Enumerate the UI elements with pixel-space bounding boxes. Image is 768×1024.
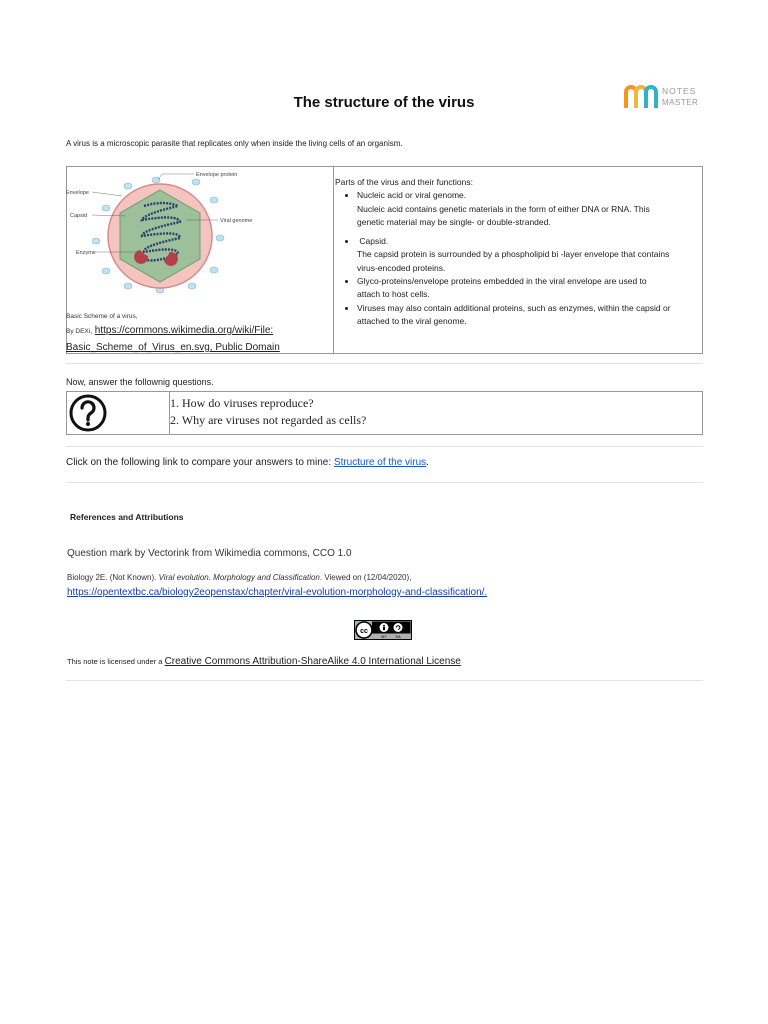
bio-suffix: . Viewed on (12/04/2020),	[319, 573, 412, 582]
list-item	[357, 189, 700, 229]
enzyme-2: attached to the viral genome.	[357, 315, 467, 326]
license-line	[67, 656, 461, 667]
enzyme-1: Viruses may also contain additional proteins, such as enzymes, within the capsid or	[357, 302, 671, 313]
list-item	[357, 235, 700, 275]
nucleic-body-2: genetic material may be single- or double-stranded.	[357, 216, 551, 227]
question-mark-attribution: Question mark by Vectorink from Wikimedia commons, CCO 1.0	[67, 548, 352, 559]
capsid-body-1: The capsid protein is surrounded by a phospholipid bi -layer envelope that contains	[357, 249, 670, 260]
svg-text:cc: cc	[360, 627, 368, 635]
glyco-1: Glyco-proteins/envelope proteins embedded in the viral envelope are used to	[357, 276, 647, 287]
questions-table	[66, 391, 703, 435]
cc-by-sa-badge[interactable]	[354, 620, 412, 640]
capsid-title: Capsid.	[359, 236, 389, 247]
svg-text:SA: SA	[395, 634, 401, 640]
questions-prompt: Now, answer the follownig questions.	[66, 377, 214, 387]
diagram-author: By DEXi,	[66, 328, 93, 335]
nucleic-body-1: Nucleic acid contains genetic materials in the form of either DNA or RNA. This	[357, 203, 650, 214]
glyco-2: attach to host cells.	[357, 289, 430, 300]
parts-heading: Parts of the virus and their functions:	[335, 177, 473, 187]
diagram-attribution	[66, 323, 280, 356]
biology-link-line	[67, 587, 487, 598]
label-envelope-protein: Envelope protein	[196, 172, 238, 178]
structure-of-virus-link[interactable]: Structure of the virus	[333, 457, 427, 468]
diagram-caption: Basic Scheme of a virus,	[66, 313, 138, 320]
list-item	[357, 302, 700, 329]
list-item	[357, 275, 700, 302]
parts-list	[335, 235, 700, 328]
biology-citation	[67, 573, 411, 582]
license-prefix: This note is licensed under a	[67, 657, 165, 666]
license-link[interactable]: Creative Commons Attribution-ShareAlike 4.0 International License	[164, 656, 461, 667]
label-envelope: Envelope	[66, 190, 89, 196]
divider	[66, 446, 703, 447]
question-2: 2. Why are viruses not regarded as cells?	[170, 413, 367, 427]
notes-master-logo	[624, 82, 698, 112]
nucleic-title: Nucleic acid or viral genome.	[357, 190, 467, 201]
parts-list	[335, 189, 700, 229]
logo-subtext: MASTER	[662, 98, 698, 107]
divider	[66, 680, 703, 681]
bio-prefix: Biology 2E. (Not Known).	[67, 573, 159, 582]
diagram-source-link-1[interactable]: https://commons.wikimedia.org/wiki/File:	[94, 325, 274, 336]
question-1: 1. How do viruses reproduce?	[170, 396, 314, 410]
bio-title: Viral evolution. Morphology and Classification	[158, 573, 320, 582]
question-mark-icon	[68, 393, 108, 433]
compare-after: .	[426, 457, 429, 468]
biology-source-link[interactable]: https://opentextbc.ca/biology2eopenstax/chapter/viral-evolution-morphology-and-classification/.	[67, 587, 488, 598]
label-capsid: Capsid	[70, 213, 88, 219]
compare-text: Click on the following link to compare your answers to mine:	[66, 457, 334, 468]
compare-line	[66, 457, 429, 468]
capsid-body-2: virus-encoded proteins.	[357, 262, 446, 273]
references-heading: References and Attributions	[70, 512, 184, 522]
label-enzyme: Enzyme	[76, 250, 96, 256]
label-viral-genome: Viral genome	[220, 218, 253, 224]
logo-text: NOTES	[662, 86, 697, 96]
virus-diagram	[66, 166, 280, 316]
svg-text:BY: BY	[381, 634, 387, 640]
diagram-source-link-2[interactable]: Basic_Scheme_of_Virus_en.svg,	[66, 342, 213, 353]
divider	[66, 482, 703, 483]
diagram-license-link[interactable]: Public Domain	[212, 342, 280, 353]
parts-description	[335, 176, 700, 328]
intro-text: A virus is a microscopic parasite that replicates only when inside the living cells of an organism.	[66, 139, 403, 148]
table-divider	[333, 167, 334, 353]
page-title: The structure of the virus	[293, 94, 475, 111]
divider	[66, 363, 703, 364]
